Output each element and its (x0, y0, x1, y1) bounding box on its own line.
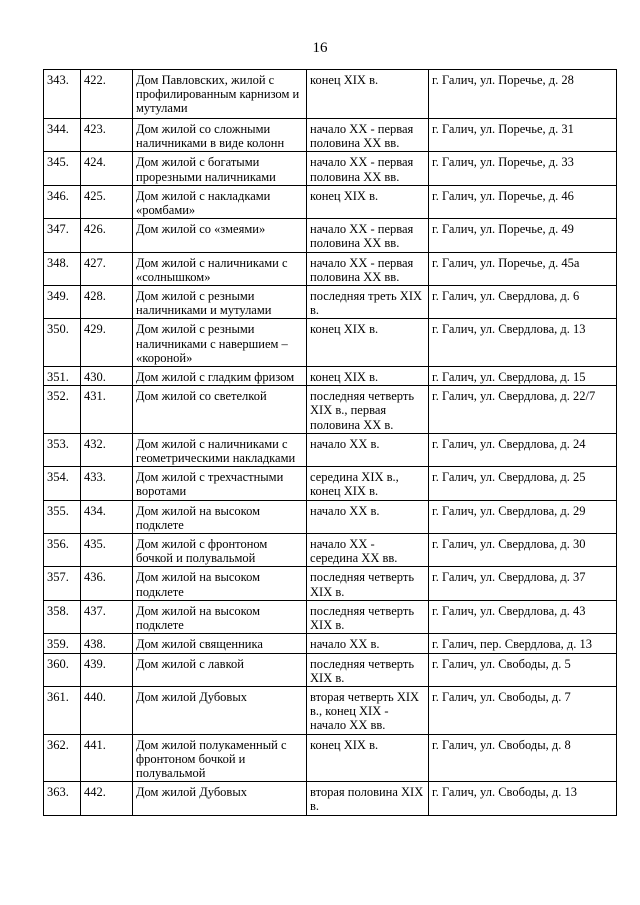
dating-cell: начало XX - первая половина XX вв. (307, 119, 429, 152)
address-cell: г. Галич, ул. Свердлова, д. 43 (429, 600, 617, 633)
dating-cell: начало XX - середина XX вв. (307, 534, 429, 567)
registry-number-cell: 426. (81, 219, 133, 252)
dating-cell: последняя четверть XIX в., первая половина XX в. (307, 386, 429, 434)
heritage-objects-table (43, 69, 617, 816)
dating-cell: последняя четверть XIX в. (307, 567, 429, 600)
registry-number-cell: 423. (81, 119, 133, 152)
registry-number-cell: 430. (81, 367, 133, 386)
address-cell: г. Галич, ул. Поречье, д. 31 (429, 119, 617, 152)
object-name-cell: Дом жилой со «змеями» (133, 219, 307, 252)
table-row (44, 600, 617, 633)
dating-cell: начало XX в. (307, 433, 429, 466)
object-name-cell: Дом жилой Дубовых (133, 782, 307, 815)
table-row (44, 567, 617, 600)
object-name-cell: Дом жилой с гладким фризом (133, 367, 307, 386)
dating-cell: последняя треть XIX в. (307, 286, 429, 319)
address-cell: г. Галич, ул. Свободы, д. 7 (429, 686, 617, 734)
registry-number-cell: 428. (81, 286, 133, 319)
object-name-cell: Дом жилой с резными наличниками и мутулами (133, 286, 307, 319)
address-cell: г. Галич, ул. Свободы, д. 8 (429, 734, 617, 782)
address-cell: г. Галич, ул. Свердлова, д. 37 (429, 567, 617, 600)
object-name-cell: Дом жилой с фронтоном бочкой и полувальмой (133, 534, 307, 567)
row-number-cell: 359. (44, 634, 81, 653)
row-number-cell: 361. (44, 686, 81, 734)
table-row (44, 653, 617, 686)
table-row (44, 286, 617, 319)
registry-number-cell: 442. (81, 782, 133, 815)
address-cell: г. Галич, ул. Свердлова, д. 24 (429, 433, 617, 466)
row-number-cell: 353. (44, 433, 81, 466)
registry-number-cell: 432. (81, 433, 133, 466)
table-row (44, 185, 617, 218)
address-cell: г. Галич, ул. Свободы, д. 13 (429, 782, 617, 815)
dating-cell: последняя четверть XIX в. (307, 600, 429, 633)
table-row (44, 119, 617, 152)
dating-cell: начало XX в. (307, 634, 429, 653)
object-name-cell: Дом жилой на высоком подклете (133, 600, 307, 633)
row-number-cell: 363. (44, 782, 81, 815)
registry-number-cell: 441. (81, 734, 133, 782)
object-name-cell: Дом жилой с наличниками с геометрическими накладками (133, 433, 307, 466)
object-name-cell: Дом Павловских, жилой с профилированным карнизом и мутулами (133, 70, 307, 119)
row-number-cell: 357. (44, 567, 81, 600)
table-body (44, 70, 617, 816)
object-name-cell: Дом жилой полукаменный с фронтоном бочкой и полувальмой (133, 734, 307, 782)
address-cell: г. Галич, пер. Свердлова, д. 13 (429, 634, 617, 653)
table-row (44, 219, 617, 252)
object-name-cell: Дом жилой со сложными наличниками в виде колонн (133, 119, 307, 152)
object-name-cell: Дом жилой на высоком подклете (133, 500, 307, 533)
address-cell: г. Галич, ул. Свердлова, д. 13 (429, 319, 617, 367)
address-cell: г. Галич, ул. Свердлова, д. 25 (429, 467, 617, 500)
registry-number-cell: 431. (81, 386, 133, 434)
object-name-cell: Дом жилой с накладками «ромбами» (133, 185, 307, 218)
dating-cell: конец XIX в. (307, 367, 429, 386)
registry-number-cell: 425. (81, 185, 133, 218)
row-number-cell: 349. (44, 286, 81, 319)
dating-cell: конец XIX в. (307, 734, 429, 782)
row-number-cell: 346. (44, 185, 81, 218)
registry-number-cell: 424. (81, 152, 133, 185)
table-row (44, 70, 617, 119)
registry-number-cell: 427. (81, 252, 133, 285)
row-number-cell: 350. (44, 319, 81, 367)
row-number-cell: 344. (44, 119, 81, 152)
dating-cell: конец XIX в. (307, 185, 429, 218)
address-cell: г. Галич, ул. Свердлова, д. 15 (429, 367, 617, 386)
table-row (44, 734, 617, 782)
dating-cell: конец XIX в. (307, 319, 429, 367)
address-cell: г. Галич, ул. Свердлова, д. 22/7 (429, 386, 617, 434)
row-number-cell: 354. (44, 467, 81, 500)
object-name-cell: Дом жилой с лавкой (133, 653, 307, 686)
row-number-cell: 362. (44, 734, 81, 782)
address-cell: г. Галич, ул. Поречье, д. 33 (429, 152, 617, 185)
object-name-cell: Дом жилой со светелкой (133, 386, 307, 434)
dating-cell: вторая четверть XIX в., конец XIX - начало XX вв. (307, 686, 429, 734)
row-number-cell: 351. (44, 367, 81, 386)
object-name-cell: Дом жилой с резными наличниками с навершием – «короной» (133, 319, 307, 367)
registry-number-cell: 435. (81, 534, 133, 567)
table-row (44, 433, 617, 466)
object-name-cell: Дом жилой с трехчастными воротами (133, 467, 307, 500)
table-row (44, 634, 617, 653)
row-number-cell: 347. (44, 219, 81, 252)
table-row (44, 367, 617, 386)
table-row (44, 500, 617, 533)
table-row (44, 467, 617, 500)
registry-number-cell: 440. (81, 686, 133, 734)
registry-number-cell: 437. (81, 600, 133, 633)
object-name-cell: Дом жилой с наличниками с «солнышком» (133, 252, 307, 285)
table-row (44, 152, 617, 185)
row-number-cell: 356. (44, 534, 81, 567)
object-name-cell: Дом жилой с богатыми прорезными наличниками (133, 152, 307, 185)
address-cell: г. Галич, ул. Поречье, д. 49 (429, 219, 617, 252)
row-number-cell: 348. (44, 252, 81, 285)
registry-number-cell: 433. (81, 467, 133, 500)
object-name-cell: Дом жилой на высоком подклете (133, 567, 307, 600)
table-row (44, 534, 617, 567)
row-number-cell: 345. (44, 152, 81, 185)
address-cell: г. Галич, ул. Свободы, д. 5 (429, 653, 617, 686)
dating-cell: начало XX - первая половина XX вв. (307, 219, 429, 252)
address-cell: г. Галич, ул. Свердлова, д. 6 (429, 286, 617, 319)
dating-cell: начало XX в. (307, 500, 429, 533)
table-row (44, 686, 617, 734)
table-row (44, 252, 617, 285)
row-number-cell: 360. (44, 653, 81, 686)
registry-number-cell: 429. (81, 319, 133, 367)
registry-number-cell: 438. (81, 634, 133, 653)
dating-cell: начало XX - первая половина XX вв. (307, 252, 429, 285)
dating-cell: вторая половина XIX в. (307, 782, 429, 815)
page-number: 16 (312, 40, 328, 56)
registry-number-cell: 422. (81, 70, 133, 119)
registry-number-cell: 436. (81, 567, 133, 600)
table-row (44, 386, 617, 434)
row-number-cell: 358. (44, 600, 81, 633)
dating-cell: середина XIX в., конец XIX в. (307, 467, 429, 500)
address-cell: г. Галич, ул. Свердлова, д. 29 (429, 500, 617, 533)
dating-cell: последняя четверть XIX в. (307, 653, 429, 686)
address-cell: г. Галич, ул. Свердлова, д. 30 (429, 534, 617, 567)
object-name-cell: Дом жилой Дубовых (133, 686, 307, 734)
address-cell: г. Галич, ул. Поречье, д. 46 (429, 185, 617, 218)
table-row (44, 319, 617, 367)
table-row (44, 782, 617, 815)
object-name-cell: Дом жилой священника (133, 634, 307, 653)
row-number-cell: 352. (44, 386, 81, 434)
row-number-cell: 343. (44, 70, 81, 119)
address-cell: г. Галич, ул. Поречье, д. 45а (429, 252, 617, 285)
dating-cell: конец XIX в. (307, 70, 429, 119)
registry-number-cell: 439. (81, 653, 133, 686)
address-cell: г. Галич, ул. Поречье, д. 28 (429, 70, 617, 119)
row-number-cell: 355. (44, 500, 81, 533)
dating-cell: начало XX - первая половина XX вв. (307, 152, 429, 185)
registry-number-cell: 434. (81, 500, 133, 533)
